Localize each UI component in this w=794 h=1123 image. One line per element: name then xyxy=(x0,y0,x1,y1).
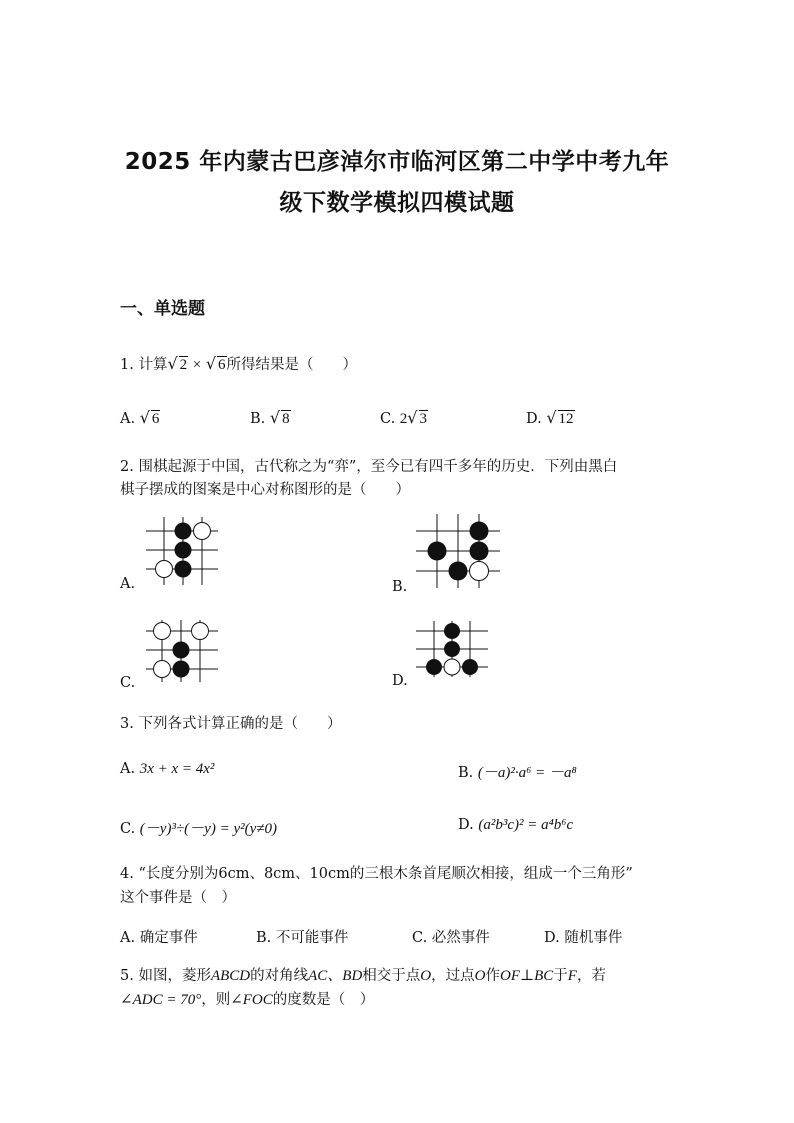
black-stone xyxy=(449,562,468,581)
q3-option-a: A. 3x + x = 4x² xyxy=(120,761,215,777)
q4-option-c: C. 必然事件 xyxy=(412,930,490,946)
sqrt-symbol: √ xyxy=(546,408,557,427)
question-2-line2: 棋子摆成的图案是中心对称图形的是（ ） xyxy=(120,482,410,498)
q4-option-a: A. 确定事件 xyxy=(120,930,198,946)
q1-option-d: D. √ 12 xyxy=(526,408,574,427)
section-heading: 一、单选题 xyxy=(120,299,205,319)
q3-option-c: C. (－y)³÷(－y) = y²(y≠0) xyxy=(120,821,277,837)
question-5-line2: ∠ADC = 70°，则∠FOC的度数是（ ） xyxy=(120,992,375,1008)
white-stone xyxy=(154,623,171,640)
q3-option-b: B. (－a)²·a⁶ = －a⁸ xyxy=(458,765,577,781)
black-stone xyxy=(173,661,190,678)
black-stone xyxy=(470,542,489,561)
q1-option-b: B. √ 8 xyxy=(250,408,290,427)
black-stone xyxy=(173,642,190,659)
page-title-line2: 级下数学模拟四模试题 xyxy=(279,190,515,216)
white-stone xyxy=(444,659,460,675)
go-pattern-b xyxy=(412,512,502,590)
black-stone xyxy=(444,623,460,639)
q1-radicand-a: 2 xyxy=(179,357,188,373)
question-5-line1: 5. 如图，菱形ABCD的对角线AC、BD相交于点O，过点O作OF⊥BC于F，若 xyxy=(120,968,606,984)
black-stone xyxy=(428,542,447,561)
question-4-line2: 这个事件是（ ） xyxy=(120,890,236,906)
black-stone xyxy=(175,542,192,559)
page-title-line1: 2025 年内蒙古巴彦淖尔市临河区第二中学中考九年 xyxy=(124,149,670,175)
q3-option-d: D. (a²b³c)² = a⁴b⁶c xyxy=(458,817,574,833)
white-stone xyxy=(192,623,209,640)
go-pattern-d xyxy=(414,619,490,679)
black-stone xyxy=(444,641,460,657)
q2-label-a: A. xyxy=(120,576,136,592)
q2-label-b: B. xyxy=(392,579,408,595)
question-2-line1: 2. 围棋起源于中国，古代称之为“弈”，至今已有四千多年的历史．下列由黑白 xyxy=(120,459,618,475)
go-pattern-a xyxy=(140,515,220,587)
question-4-line1: 4. “长度分别为6cm、8cm、10cm的三根木条首尾顺次相接，组成一个三角形” xyxy=(120,866,633,882)
q1-option-a: A. √ 6 xyxy=(120,408,160,427)
question-3-stem: 3. 下列各式计算正确的是（ ） xyxy=(120,716,342,732)
white-stone xyxy=(194,523,211,540)
white-stone xyxy=(470,562,489,581)
q4-option-d: D. 随机事件 xyxy=(544,930,623,946)
white-stone xyxy=(154,661,171,678)
q2-label-c: C. xyxy=(120,675,136,691)
go-pattern-c xyxy=(140,618,220,684)
sqrt-symbol: √ xyxy=(139,408,150,427)
q4-option-b: B. 不可能事件 xyxy=(256,930,349,946)
q2-label-d: D. xyxy=(392,673,408,689)
sqrt-symbol: √ xyxy=(205,354,217,373)
q1-times: × xyxy=(192,357,202,373)
sqrt-symbol: √ xyxy=(167,354,178,373)
black-stone xyxy=(175,561,192,578)
question-1-stem xyxy=(120,353,357,374)
black-stone xyxy=(426,659,442,675)
black-stone xyxy=(175,523,192,540)
q1-suffix: 所得结果是（ ） xyxy=(226,357,358,373)
q1-radicand-b: 6 xyxy=(218,357,226,373)
black-stone xyxy=(470,522,489,541)
q1-prefix: 1. 计算 xyxy=(120,357,168,373)
black-stone xyxy=(462,659,478,675)
sqrt-symbol: √ xyxy=(407,408,418,427)
q1-option-c: C. 2√ 3 xyxy=(380,408,427,427)
white-stone xyxy=(156,561,173,578)
sqrt-symbol: √ xyxy=(269,408,281,427)
